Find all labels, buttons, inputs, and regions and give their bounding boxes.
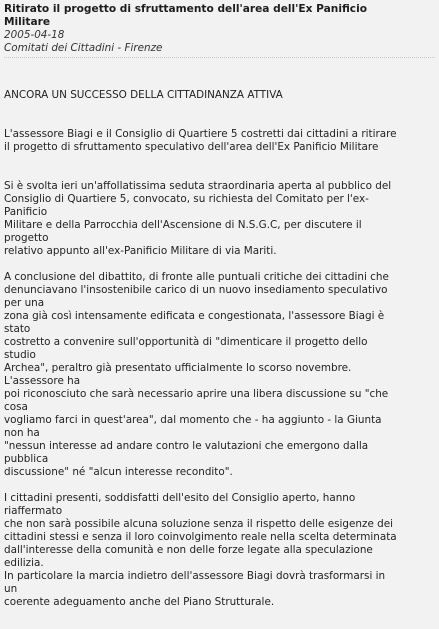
article-body <box>4 89 435 609</box>
body-text-line: Archea", peraltro già presentato ufficialmente lo scorso novembre. <box>4 362 352 374</box>
body-text-line: stato <box>4 323 31 335</box>
body-text-line: discussione" né "alcun interesse recondito". <box>4 466 233 478</box>
body-text-line: L'assessore ha <box>4 375 81 387</box>
body-text-line: L'assessore Biagi e il Consiglio di Quartiere 5 costretti dai cittadini a ritirare <box>4 128 397 140</box>
body-text-line: poi riconosciuto che sarà necessario aprire una libera discussione su "che <box>4 388 389 400</box>
body-text-line: un <box>4 583 18 595</box>
body-text-line: per una <box>4 297 45 309</box>
body-text-line: "nessun interesse ad andare contro le valutazioni che emergono dalla <box>4 440 369 452</box>
header-divider <box>4 57 435 58</box>
body-text-line: pubblica <box>4 453 49 465</box>
body-text-line: Militare e della Parrocchia dell'Ascensione di N.S.G.C, per discutere il <box>4 219 362 231</box>
body-text-line: studio <box>4 349 36 361</box>
body-text-line: coerente adeguamento anche del Piano Strutturale. <box>4 596 275 608</box>
body-text-line: relativo appunto all'ex-Panificio Militare di via Mariti. <box>4 245 277 257</box>
body-text-line: riaffermato <box>4 505 63 517</box>
body-text-line: cosa <box>4 401 28 413</box>
body-text-line: edilizia. <box>4 557 44 569</box>
body-text-line: il progetto di sfruttamento speculativo dell'area dell'Ex Panificio Militare <box>4 141 379 153</box>
body-text-line: dall'interesse della comunità e non delle forze legate alla speculazione <box>4 544 373 556</box>
article-title-line: Ritirato il progetto di sfruttamento dell'area dell'Ex Panificio <box>4 3 367 15</box>
body-text-line: non ha <box>4 427 40 439</box>
body-text-line: zona già così intensamente edificata e congestionata, l'assessore Biagi è <box>4 310 385 322</box>
article-title-line: Militare <box>4 16 51 28</box>
body-text-line: Consiglio di Quartiere 5, convocato, su richiesta del Comitato per l'ex- <box>4 193 369 205</box>
body-text-line: Panificio <box>4 206 48 218</box>
blank-line <box>4 115 435 128</box>
body-text-line: I cittadini presenti, soddisfatti dell'esito del Consiglio aperto, hanno <box>4 492 356 504</box>
body-text-line: cittadini stessi e senza il loro coinvolgimento reale nella scelta determinata <box>4 531 397 543</box>
article-title <box>4 3 435 29</box>
blank-line <box>4 167 435 180</box>
blank-line <box>4 258 435 271</box>
article-author: Comitati dei Cittadini - Firenze <box>4 42 163 54</box>
body-text-line: che non sarà possibile alcuna soluzione senza il rispetto delle esigenze dei <box>4 518 394 530</box>
body-text-line: In particolare la marcia indietro dell'assessore Biagi dovrà trasformarsi in <box>4 570 386 582</box>
body-text-line: progetto <box>4 232 49 244</box>
body-text-line: costretto a convenire sull'opportunità di "dimenticare il progetto dello <box>4 336 368 348</box>
article-date: 2005-04-18 <box>4 29 65 41</box>
blank-line <box>4 154 435 167</box>
body-text-line: vogliamo farci in quest'area", dal momento che - ha aggiunto - la Giunta <box>4 414 382 426</box>
body-text-line: Si è svolta ieri un'affollatissima seduta straordinaria aperta al pubblico del <box>4 180 392 192</box>
body-text-line: denunciavano l'insostenibile carico di un nuovo insediamento speculativo <box>4 284 388 296</box>
body-text-line: A conclusione del dibattito, di fronte alle puntuali critiche dei cittadini che <box>4 271 389 283</box>
blank-line <box>4 102 435 115</box>
body-text-line: ANCORA UN SUCCESSO DELLA CITTADINANZA ATTIVA <box>4 89 283 101</box>
blank-line <box>4 479 435 492</box>
